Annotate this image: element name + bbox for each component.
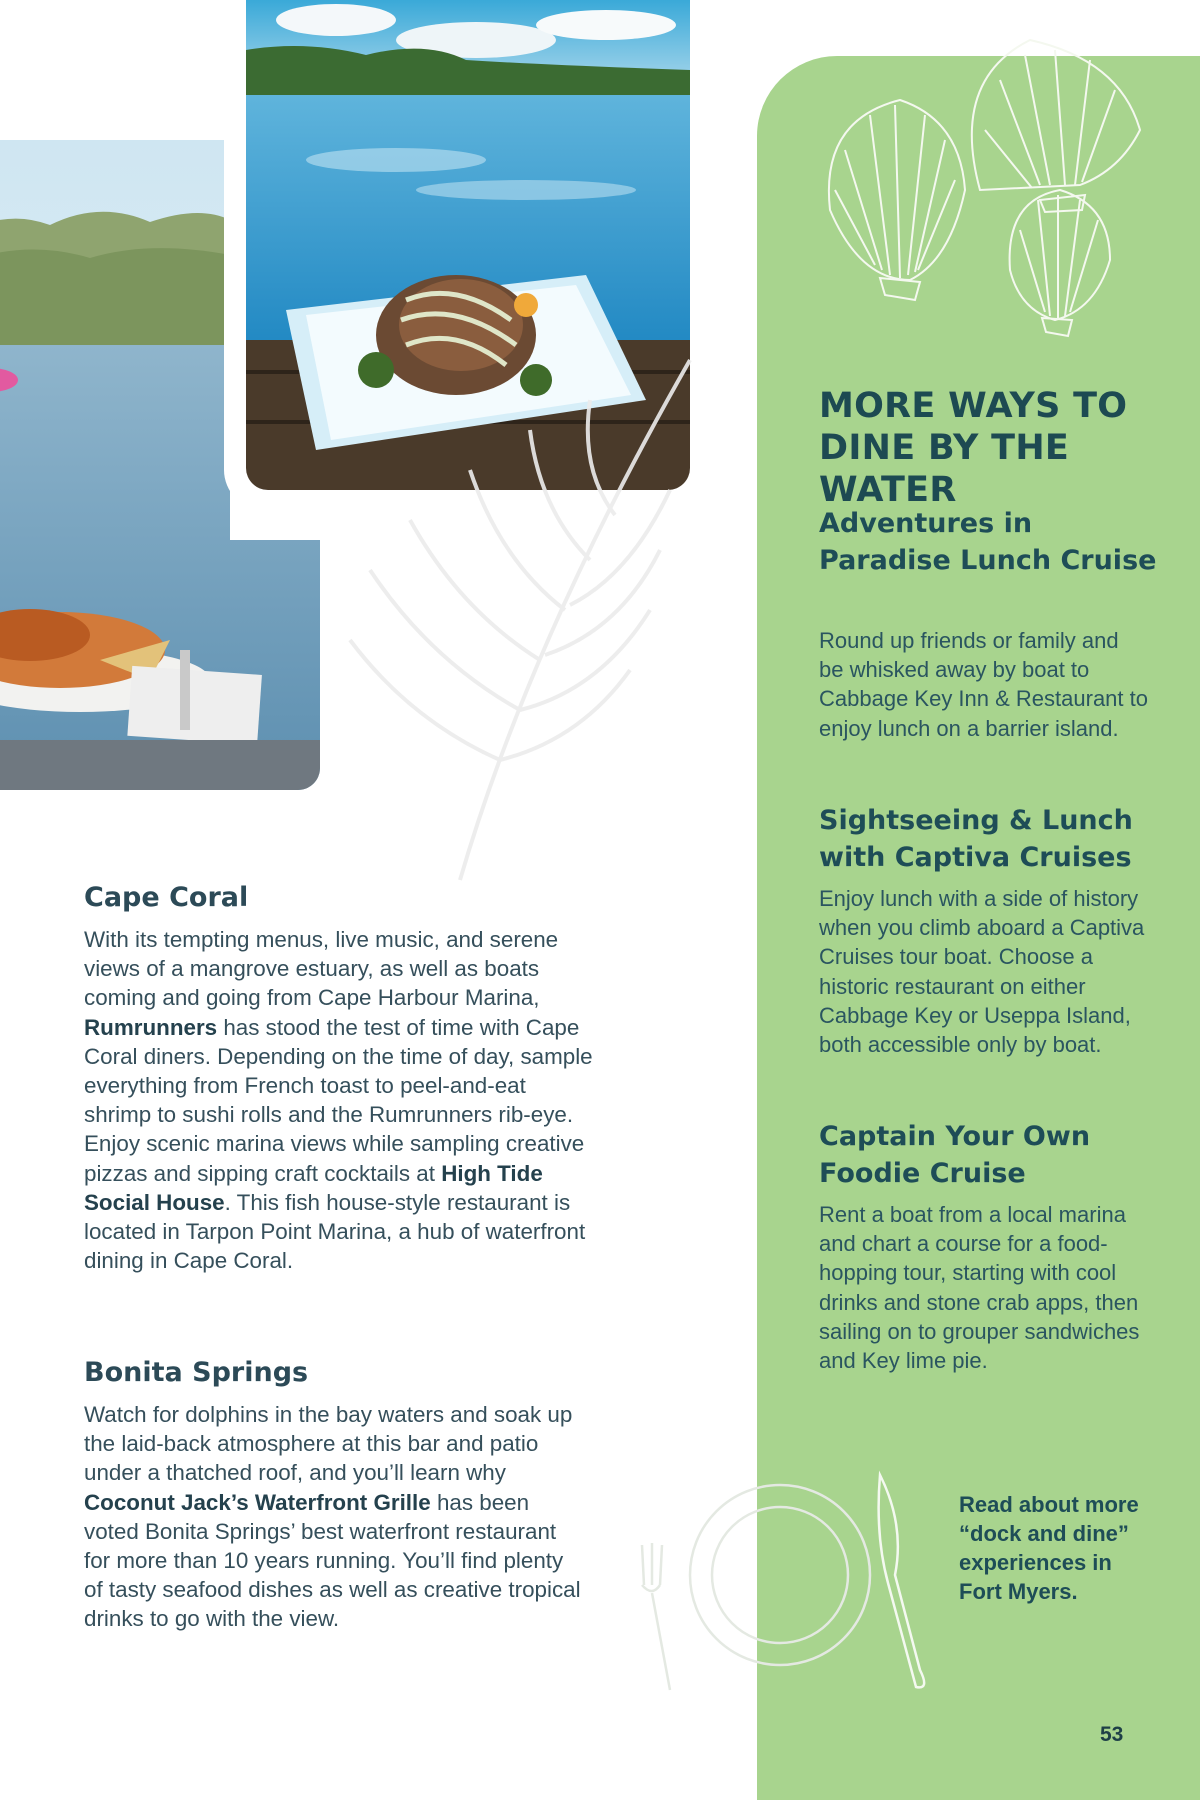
panel-title: MORE WAYS TO DINE BY THE WATER — [819, 386, 1128, 510]
plate-cutlery-icon — [630, 1465, 950, 1705]
panel-item-heading: Adventures in Paradise Lunch Cruise — [819, 508, 1157, 576]
panel-item-heading: Captain Your Own Foodie Cruise — [819, 1121, 1091, 1189]
panel-item-body: Rent a boat from a local marina and chart a course for a food-hopping tour, starting with cool drinks and stone crab apps, then sailing on to grouper sandwiches and Key lime pie. — [819, 1202, 1140, 1374]
restaurant-name: Rumrunners — [84, 1014, 218, 1040]
page-number: 53 — [1100, 1723, 1124, 1746]
section-body: With its tempting menus, live music, and serene views of a mangrove estuary, as well as boats coming and going from Cape Harbour Marina, Rumrunners has stood the test of time with Cape Coral diners. Depending on the time of day, sample everything from French toast to peel-and-eat shrimp to sushi rolls and the Rumrunners rib-eye. Enjoy scenic marina views while sampling creative pizzas and sipping craft cocktails at High Tide Social House. This fish house-style restaurant is located in Tarpon Point Marina, a hub of waterfront dining in Cape Coral. — [84, 927, 593, 1274]
read-more-link[interactable]: Read about more “dock and dine” experiences in Fort Myers. — [959, 1492, 1139, 1604]
restaurant-name: Coconut Jack’s Waterfront Grille — [84, 1489, 431, 1515]
section-heading: Cape Coral — [84, 882, 249, 913]
section-body: Watch for dolphins in the bay waters and soak up the laid-back atmosphere at this bar and patio under a thatched roof, and you’ll learn why Coconut Jack’s Waterfront Grille has been voted Bonita Springs’ best waterfront restaurant for more than 10 years running. You’ll find plenty of tasty seafood dishes as well as creative tropical drinks to go with the view. — [84, 1402, 581, 1632]
palm-leaf-decoration — [330, 340, 750, 900]
section-heading: Bonita Springs — [84, 1357, 309, 1388]
seashell-icon — [800, 20, 1170, 360]
panel-item-heading: Sightseeing & Lunch with Captiva Cruises — [819, 805, 1133, 873]
panel-item-body: Round up friends or family and be whisked away by boat to Cabbage Key Inn & Restaurant to enjoy lunch on a barrier island. — [819, 628, 1148, 741]
restaurant-name: High Tide Social House — [84, 1160, 543, 1215]
panel-item-body: Enjoy lunch with a side of history when you climb aboard a Captiva Cruises tour boat. Choose a historic restaurant on either Cabbage Key or Useppa Island, both accessible only by boat. — [819, 886, 1145, 1058]
